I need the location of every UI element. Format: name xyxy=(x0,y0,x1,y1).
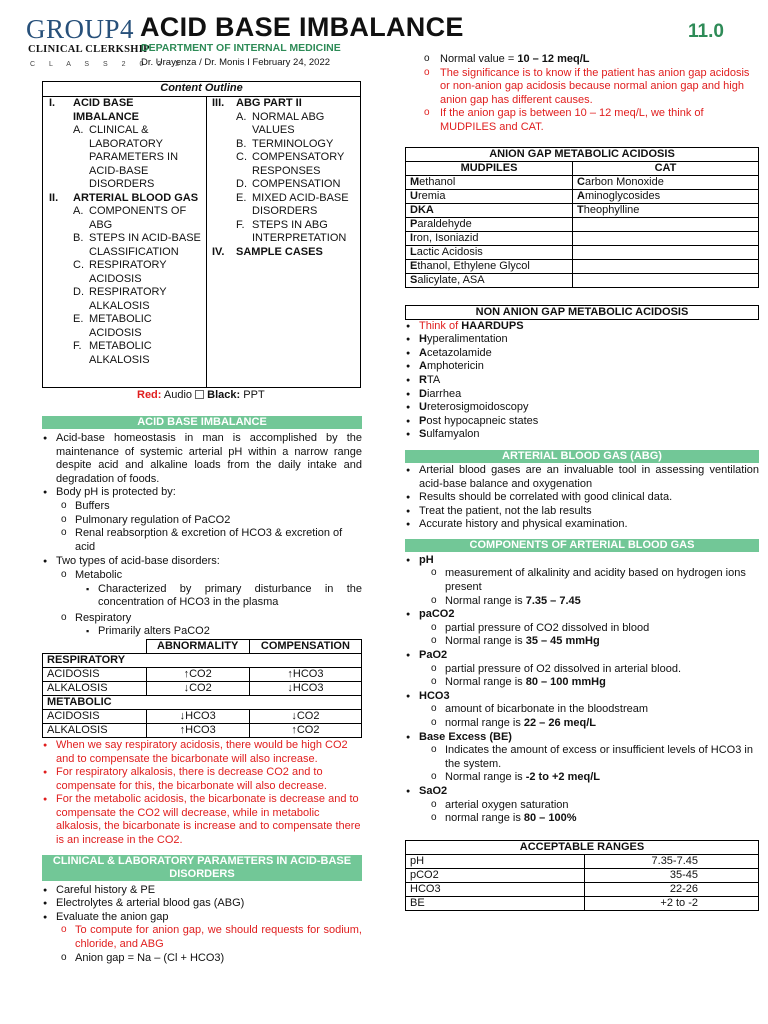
range-value: 35 – 45 mmHg xyxy=(525,635,600,648)
mudpiles-cell xyxy=(406,189,573,203)
logo-clinical-clerkship: CLINICAL CLERKSHIP xyxy=(28,44,150,55)
table-row xyxy=(406,217,759,231)
legend-red-label: Red: xyxy=(137,389,162,401)
cell: ↓CO2 xyxy=(146,681,249,695)
rest: TA xyxy=(426,373,441,386)
range-val: 35-45 xyxy=(585,868,759,882)
list-item xyxy=(405,320,759,334)
component-name: ● PaO2 xyxy=(405,649,759,663)
cell: ↑CO2 xyxy=(146,667,249,681)
outline-column-left xyxy=(49,97,201,367)
ag-table-title: ANION GAP METABOLIC ACIDOSIS xyxy=(406,147,759,161)
list-item: ● Evaluate the anion gap xyxy=(42,911,362,925)
initial: H xyxy=(419,333,427,346)
outline-item xyxy=(212,111,358,138)
outline-label: COMPONENTS OF ABG xyxy=(89,205,187,231)
outline-label: CLINICAL & LABORATORY PARAMETERS IN ACID-BASE DISORDERS xyxy=(89,124,179,190)
rest: ethanol xyxy=(419,175,456,188)
cat-cell xyxy=(573,217,759,231)
normal-value-number: 10 – 12 meq/L xyxy=(517,53,590,65)
row-respiratory: RESPIRATORY xyxy=(43,653,362,667)
component-range xyxy=(405,595,759,609)
initial: R xyxy=(419,373,427,386)
outline-number: E. xyxy=(236,191,247,204)
initial: C xyxy=(577,175,585,188)
cat-cell xyxy=(573,273,759,287)
outline-label: ACID BASE IMBALANCE xyxy=(73,97,139,123)
initial: L xyxy=(410,245,417,258)
range-value: -2 to +2 meq/L xyxy=(525,771,600,784)
outline-label: NORMAL ABG VALUES xyxy=(252,110,325,136)
component-range xyxy=(405,676,759,690)
section-number: 11.0 xyxy=(688,21,724,42)
rest: remia xyxy=(417,189,446,202)
left-column xyxy=(42,416,362,965)
list-item: ● Two types of acid-base disorders: xyxy=(42,555,362,569)
mudpiles-cell xyxy=(406,217,573,231)
list-item: ● Acid-base homeostasis in man is accomplished by the maintenance of systemic arterial pH within a narrow range despite acid and alkaline loads from the daily intake and degradation of foods. xyxy=(42,432,362,486)
list-item: ● Results should be correlated with good clinical data. xyxy=(405,491,759,505)
outline-number: IV. xyxy=(212,245,225,258)
outline-number: C. xyxy=(236,151,247,163)
list-item: ▪ Characterized by primary disturbance in the concentration of HCO3 in the plasma xyxy=(42,583,362,610)
component-range xyxy=(405,635,759,649)
mudpiles-cell xyxy=(406,175,573,189)
outline-number: A. xyxy=(73,205,84,217)
rest: ulfamyalon xyxy=(426,428,480,441)
outline-item xyxy=(49,313,201,340)
table-row xyxy=(406,175,759,189)
initial: A xyxy=(419,346,427,359)
row-metabolic: METABOLIC xyxy=(43,695,362,709)
list-item xyxy=(405,401,759,415)
rest: actic Acidosis xyxy=(416,245,483,258)
outline-item xyxy=(212,178,358,192)
initial: P xyxy=(410,217,418,230)
list-item xyxy=(405,360,759,374)
table-row xyxy=(406,273,759,287)
mudpiles-cell xyxy=(406,245,573,259)
rest: araldehyde xyxy=(417,217,472,230)
outline-item xyxy=(49,97,201,124)
range-label: Normal range is xyxy=(445,594,526,607)
list-item xyxy=(405,388,759,402)
list-item xyxy=(405,333,759,347)
outline-number: D. xyxy=(73,286,84,298)
range-key: pH xyxy=(406,854,585,868)
cell: ↓HCO3 xyxy=(146,709,249,723)
col-compensation: COMPENSATION xyxy=(249,639,361,653)
cell: ALKALOSIS xyxy=(43,681,147,695)
range-value: 80 – 100 mmHg xyxy=(525,676,606,689)
initial: P xyxy=(419,414,427,427)
initial: A xyxy=(419,360,427,373)
col-abnormality: ABNORMALITY xyxy=(146,639,249,653)
rest: cetazolamide xyxy=(426,346,492,359)
initial: U xyxy=(410,189,418,202)
mudpiles-cell xyxy=(406,203,573,217)
outline-item xyxy=(49,205,201,232)
outline-item xyxy=(212,151,358,178)
range-value: 22 – 26 meq/L xyxy=(523,717,597,729)
component-desc: o amount of bicarbonate in the bloodstream xyxy=(405,703,759,717)
list-item: ● Body pH is protected by: xyxy=(42,486,362,500)
clinical-heading: CLINICAL & LABORATORY PARAMETERS IN ACID-BASE DISORDERS xyxy=(42,855,362,881)
component-name: ● Base Excess (BE) xyxy=(405,731,759,745)
outline-item xyxy=(49,124,201,192)
initial: E xyxy=(410,259,418,272)
cell: ↑HCO3 xyxy=(249,667,361,681)
table-row xyxy=(406,189,759,203)
range-value: 80 – 100% xyxy=(523,812,577,825)
right-column xyxy=(405,53,759,911)
list-item: ● Arterial blood gases are an invaluable tool in assessing ventilation acid-base balance and oxygenation xyxy=(405,464,759,491)
outline-label: MIXED ACID-BASE DISORDERS xyxy=(252,191,349,217)
list-item xyxy=(405,374,759,388)
outline-number: B. xyxy=(236,137,247,150)
audio-note: o To compute for anion gap, we should requests for sodium, chloride, and ABG xyxy=(42,924,362,951)
outline-label: COMPENSATORY RESPONSES xyxy=(252,151,345,177)
anion-gap-table xyxy=(405,147,759,288)
component-desc: o partial pressure of CO2 dissolved in blood xyxy=(405,622,759,636)
outline-label: STEPS IN ABG INTERPRETATION xyxy=(252,218,347,244)
rest: iarrhea xyxy=(426,387,462,400)
range-val: +2 to -2 xyxy=(585,896,759,910)
outline-item xyxy=(49,232,201,259)
outline-number: II. xyxy=(49,191,59,204)
normal-value-label: Normal value = xyxy=(440,53,518,65)
component-desc: o Indicates the amount of excess or insufficient levels of HCO3 in the system. xyxy=(405,744,759,771)
initial: S xyxy=(419,428,427,441)
range-val: 22-26 xyxy=(585,882,759,896)
component-name: ● HCO3 xyxy=(405,690,759,704)
initial: D xyxy=(419,387,427,400)
initial: T xyxy=(577,203,584,216)
content-outline xyxy=(42,81,361,388)
legend-black-label: Black: xyxy=(207,389,241,401)
list-item: ● Electrolytes & arterial blood gas (ABG) xyxy=(42,897,362,911)
list-item: o Metabolic xyxy=(42,569,362,583)
outline-heading: Content Outline xyxy=(43,82,360,97)
outline-number: A. xyxy=(73,124,84,136)
outline-column-right xyxy=(212,97,358,259)
logo-class-year: C L A S S 2 0 2 2 xyxy=(30,61,186,68)
abnormality-table xyxy=(42,639,362,738)
initial: A xyxy=(577,189,585,202)
cat-cell xyxy=(573,231,759,245)
cell: ↓HCO3 xyxy=(249,681,361,695)
table-row xyxy=(43,681,362,695)
list-item xyxy=(405,415,759,429)
outline-item xyxy=(49,259,201,286)
outline-number: III. xyxy=(212,97,225,109)
nag-title: NON ANION GAP METABOLIC ACIDOSIS xyxy=(406,305,759,319)
range-key: HCO3 xyxy=(406,882,585,896)
list-item: o Pulmonary regulation of PaCO2 xyxy=(42,514,362,528)
mudpiles-cell xyxy=(406,273,573,287)
outline-number: A. xyxy=(236,110,247,123)
anion-gap-formula: o Anion gap = Na – (Cl + HCO3) xyxy=(42,952,362,966)
cat-cell xyxy=(573,189,759,203)
abg-heading: ARTERIAL BLOOD GAS (ABG) xyxy=(405,450,759,463)
outline-item xyxy=(49,286,201,313)
legend-ppt: PPT xyxy=(243,389,265,401)
component-name: ● pH xyxy=(405,554,759,568)
outline-item xyxy=(49,192,201,206)
range-value: 7.35 – 7.45 xyxy=(525,594,581,607)
rest: reterosigmoidoscopy xyxy=(426,401,529,414)
rest: thanol, Ethylene Glycol xyxy=(417,259,530,272)
component-name: ● SaO2 xyxy=(405,785,759,799)
table-row xyxy=(406,203,759,217)
initial: S xyxy=(410,273,418,286)
col-mudpiles: MUDPILES xyxy=(406,161,573,175)
outline-number: I. xyxy=(49,97,56,109)
initial: M xyxy=(410,175,420,188)
list-item: o Buffers xyxy=(42,500,362,514)
list-item: ● Treat the patient, not the lab results xyxy=(405,505,759,519)
table-row xyxy=(43,723,362,737)
list-item: ● Accurate history and physical examination. xyxy=(405,518,759,532)
table-row xyxy=(406,896,759,910)
rest: mphotericin xyxy=(426,360,484,373)
outline-label: RESPIRATORY ALKALOSIS xyxy=(89,286,167,312)
legend xyxy=(137,389,265,403)
table-row xyxy=(406,868,759,882)
range-key: pCO2 xyxy=(406,868,585,882)
outline-item xyxy=(212,138,358,152)
list-item xyxy=(405,428,759,442)
component-range xyxy=(405,812,759,826)
cell: ACIDOSIS xyxy=(43,709,147,723)
audio-note: o The significance is to know if the patient has anion gap acidosis or non-anion gap acidosis because normal anion gap and high anion gap has different causes. xyxy=(405,67,759,108)
outline-number: F. xyxy=(236,218,245,231)
list-item: ▪ Primarily alters PaCO2 xyxy=(42,625,362,639)
component-name: ● paCO2 xyxy=(405,608,759,622)
acceptable-title: ACCEPTABLE RANGES xyxy=(406,840,759,854)
outline-number: D. xyxy=(236,178,247,190)
outline-divider xyxy=(206,96,207,387)
outline-label: ARTERIAL BLOOD GAS xyxy=(73,191,199,204)
rest: ron, Isoniazid xyxy=(413,231,479,244)
cell: ALKALOSIS xyxy=(43,723,147,737)
component-range xyxy=(405,771,759,785)
rest: heophylline xyxy=(583,203,640,216)
cell: ↑CO2 xyxy=(249,723,361,737)
audio-note: ● When we say respiratory acidosis, there would be high CO2 and to compensate the bicarbonate will also increase. xyxy=(42,739,362,766)
component-desc: o arterial oxygen saturation xyxy=(405,799,759,813)
outline-number: C. xyxy=(73,259,84,271)
acid-base-heading: ACID BASE IMBALANCE xyxy=(42,416,362,429)
range-label: normal range is xyxy=(445,812,524,825)
legend-audio: Audio xyxy=(163,389,193,401)
rest: alicylate, ASA xyxy=(417,273,485,286)
component-range xyxy=(405,717,759,731)
cell: ↓CO2 xyxy=(249,709,361,723)
list-item: o Renal reabsorption & excretion of HCO3 & excretion of acid xyxy=(42,527,362,554)
outline-label: TERMINOLOGY xyxy=(252,137,334,150)
haardups: HAARDUPS xyxy=(461,319,524,332)
mudpiles-cell xyxy=(406,231,573,245)
list-item xyxy=(405,347,759,361)
rest: yperalimentation xyxy=(426,333,508,346)
cell: ACIDOSIS xyxy=(43,667,147,681)
outline-label: METABOLIC ACIDOSIS xyxy=(89,313,152,339)
table-row xyxy=(406,231,759,245)
initial: DKA xyxy=(410,203,434,216)
acceptable-ranges-table xyxy=(405,840,759,911)
list-item: ● Careful history & PE xyxy=(42,884,362,898)
non-anion-gap-table xyxy=(405,305,759,320)
table-row xyxy=(406,882,759,896)
outline-item xyxy=(212,246,358,260)
think-of: Think of xyxy=(419,319,462,332)
audio-note: o If the anion gap is between 10 – 12 meq/L, we think of MUDPILES and CAT. xyxy=(405,107,759,134)
cat-cell xyxy=(573,175,759,189)
audio-note: ● For the metabolic acidosis, the bicarbonate is decrease and to compensate the CO2 will decrease, while in metabolic alkalosis, the bicarbonate is increase and to compensate there is an increase in the CO2. xyxy=(42,793,362,847)
checkbox-icon xyxy=(195,390,204,399)
range-label: normal range is xyxy=(445,717,524,729)
rest: ost hypocapneic states xyxy=(426,414,539,427)
doctors-date: Dr. Urayenza / Dr. Monis I February 24, 2022 xyxy=(141,57,331,68)
col-cat: CAT xyxy=(573,161,759,175)
table-row xyxy=(406,854,759,868)
page-title: ACID BASE IMBALANCE xyxy=(140,12,464,42)
cat-cell xyxy=(573,203,759,217)
outline-label: METABOLIC ALKALOSIS xyxy=(89,340,152,366)
outline-number: F. xyxy=(73,340,82,352)
outline-label: COMPENSATION xyxy=(252,178,341,190)
range-label: Normal range is xyxy=(445,771,526,784)
outline-label: STEPS IN ACID-BASE CLASSIFICATION xyxy=(89,232,201,258)
outline-item xyxy=(212,219,358,246)
cat-cell xyxy=(573,245,759,259)
outline-item xyxy=(212,192,358,219)
mudpiles-cell xyxy=(406,259,573,273)
initial: U xyxy=(419,401,427,414)
outline-item xyxy=(49,340,201,367)
component-desc: o measurement of alkalinity and acidity based on hydrogen ions present xyxy=(405,567,759,594)
table-row xyxy=(406,259,759,273)
range-label: Normal range is xyxy=(445,676,526,689)
outline-number: B. xyxy=(73,232,84,244)
normal-value xyxy=(405,53,759,67)
table-row xyxy=(43,709,362,723)
outline-label: ABG PART II xyxy=(236,97,302,109)
rest: arbon Monoxide xyxy=(584,175,664,188)
outline-label: RESPIRATORY ACIDOSIS xyxy=(89,259,167,285)
outline-item xyxy=(212,97,358,111)
cell: ↑HCO3 xyxy=(146,723,249,737)
table-row xyxy=(406,245,759,259)
component-desc: o partial pressure of O2 dissolved in arterial blood. xyxy=(405,663,759,677)
range-val: 7.35-7.45 xyxy=(585,854,759,868)
range-label: Normal range is xyxy=(445,635,526,648)
initial: I xyxy=(410,231,414,244)
range-key: BE xyxy=(406,896,585,910)
cat-cell xyxy=(573,259,759,273)
components-heading: COMPONENTS OF ARTERIAL BLOOD GAS xyxy=(405,539,759,552)
rest: minoglycosides xyxy=(584,189,661,202)
audio-note: ● For respiratory alkalosis, there is decrease CO2 and to compensate for this, the bicarbonate will also decrease. xyxy=(42,766,362,793)
list-item: o Respiratory xyxy=(42,612,362,626)
outline-label: SAMPLE CASES xyxy=(236,245,323,258)
logo-group4: GROUP4 xyxy=(26,14,135,44)
table-row xyxy=(43,667,362,681)
outline-number: E. xyxy=(73,313,84,325)
department: DEPARTMENT OF INTERNAL MEDICINE xyxy=(141,42,341,54)
